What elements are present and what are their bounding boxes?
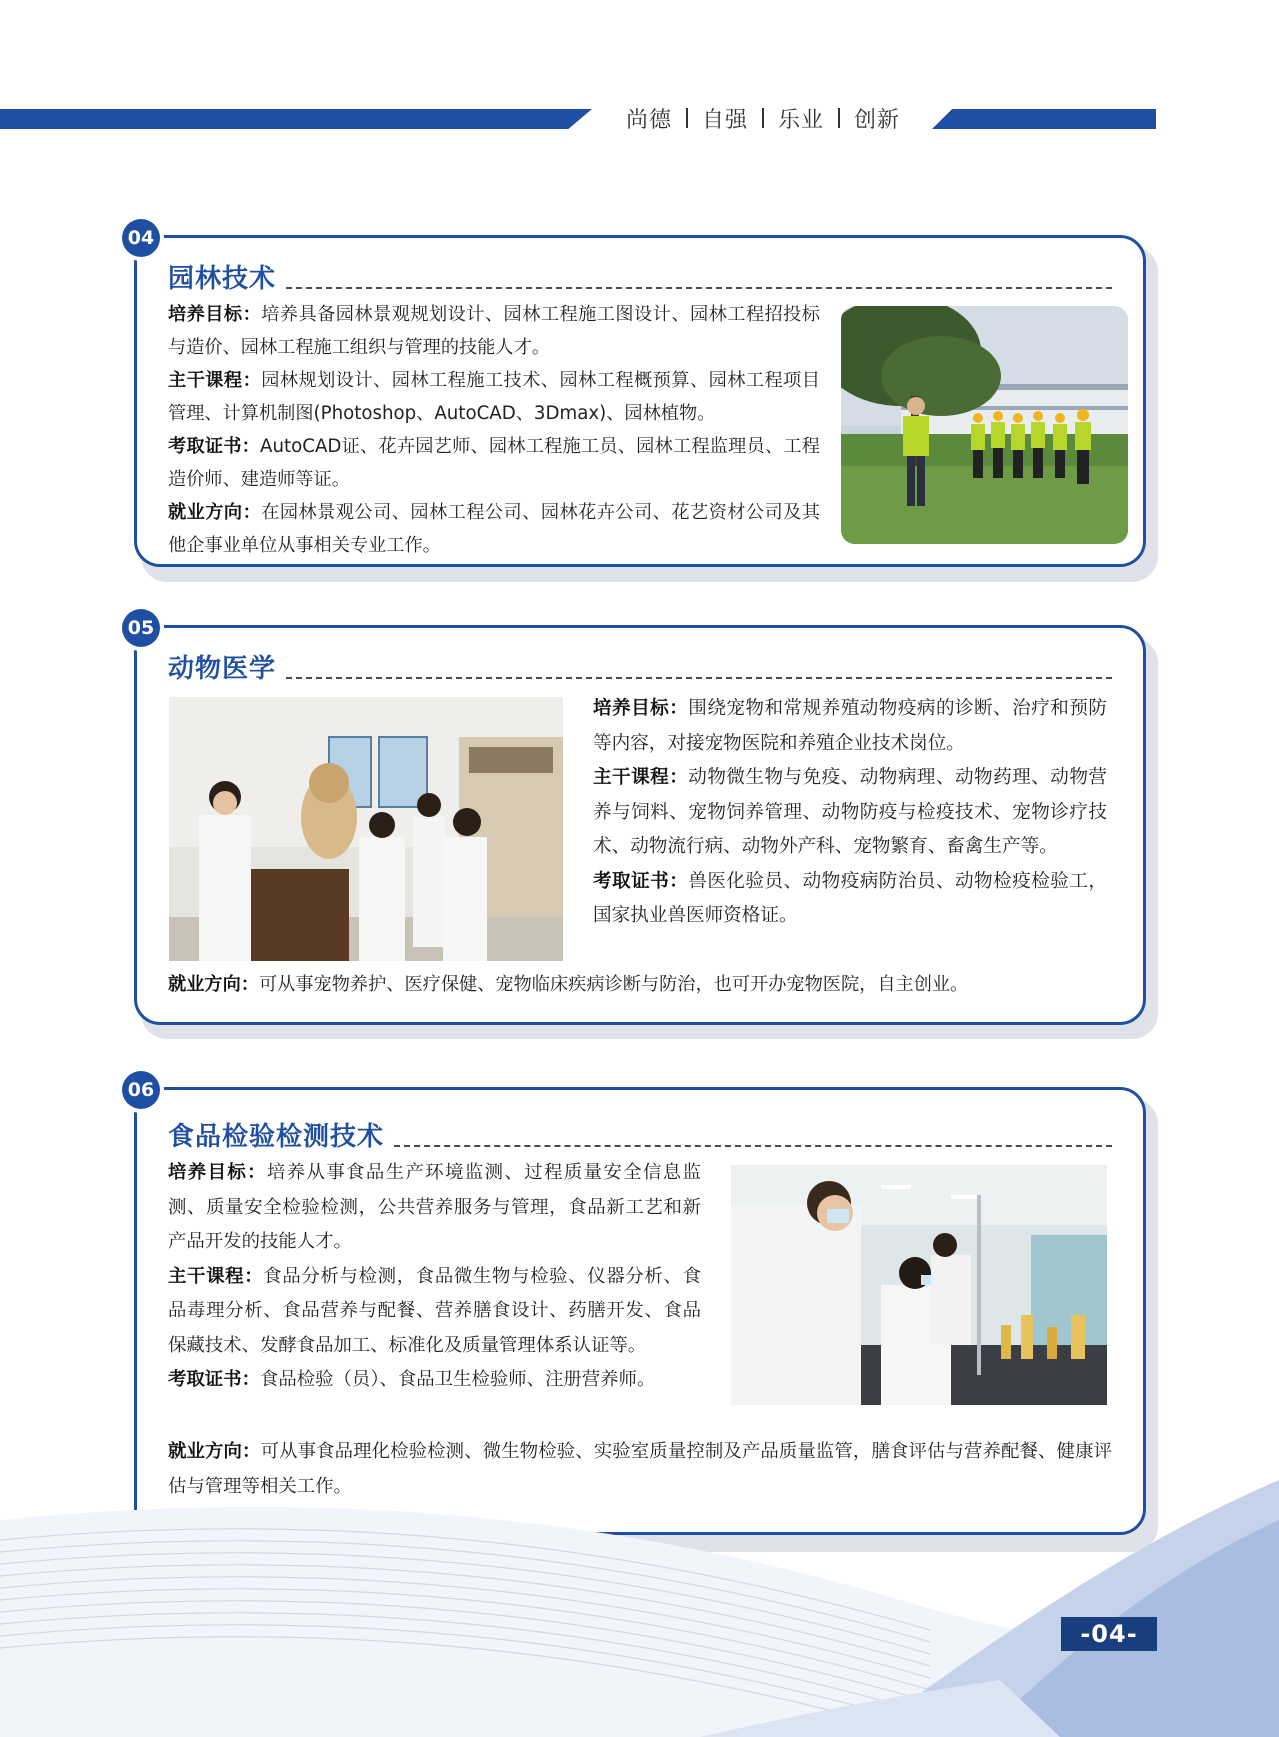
goal-paragraph: [593, 692, 1107, 761]
job-text: 可从事宠物养护、医疗保健、宠物临床疾病诊断与防治，也可开办宠物医院，自主创业。: [258, 974, 969, 995]
page-number: -04-: [1061, 1617, 1157, 1651]
course-paragraph: [593, 761, 1107, 865]
goal-paragraph: [168, 298, 820, 364]
course-paragraph: [168, 364, 820, 430]
section-body: [168, 298, 820, 562]
section-title: 食品检验检测技术: [168, 1122, 385, 1152]
veterinary-class-photo: [169, 697, 563, 961]
job-paragraph: [168, 496, 820, 562]
cert-label: 考取证书：: [168, 436, 261, 457]
motto-divider: [762, 108, 764, 128]
job-text: 在园林景观公司、园林工程公司、园林花卉公司、花艺资材公司及其他企事业单位从事相关专业工作。: [168, 502, 820, 556]
goal-text: 培养从事食品生产环境监测、过程质量安全信息监测、质量安全检验检测，公共营养服务与管理，食品新工艺和新产品开发的技能人才。: [168, 1162, 701, 1252]
section-title-row: [168, 258, 1112, 295]
section-title-row: [168, 1116, 1112, 1153]
cert-label: 考取证书：: [168, 1369, 260, 1390]
cert-label: 考取证书：: [593, 870, 689, 892]
motto-word: 尚德: [626, 107, 673, 133]
course-text: 动物微生物与免疫、动物病理、动物药理、动物营养与饲料、宠物饲养管理、动物防疫与检疫技术、宠物诊疗技术、动物流行病、动物外产科、宠物繁育、畜禽生产等。: [593, 767, 1107, 857]
job-label: 就业方向：: [168, 974, 259, 995]
course-text: 食品分析与检测，食品微生物与检验、仪器分析、食品毒理分析、食品营养与配餐、营养膳食设计、药膳开发、食品保藏技术、发酵食品加工、标准化及质量管理体系认证等。: [168, 1265, 701, 1356]
course-label: 主干课程：: [168, 1265, 264, 1287]
goal-paragraph: [168, 1156, 701, 1260]
section-number-badge: 04: [122, 219, 160, 257]
job-text: 可从事食品理化检验检测、微生物检验、实验室质量控制及产品质量监管，膳食评估与营养配餐、健康评估与管理等相关工作。: [168, 1441, 1112, 1497]
section-title-row: [168, 648, 1112, 685]
cert-paragraph: [593, 865, 1107, 934]
food-lab-photo: [731, 1165, 1107, 1405]
motto-divider: [686, 108, 688, 128]
title-dashed-rule: [286, 287, 1112, 289]
course-label: 主干课程：: [593, 767, 689, 788]
motto-divider: [838, 108, 840, 128]
title-dashed-rule: [394, 1145, 1112, 1147]
job-label: 就业方向：: [168, 502, 262, 523]
section-title: 动物医学: [168, 654, 277, 684]
cert-text: 兽医化验员、动物疫病防治员、动物检疫检验工，国家执业兽医师资格证。: [593, 870, 1107, 926]
goal-label: 培养目标：: [593, 698, 689, 719]
section-number-badge: 06: [122, 1071, 160, 1109]
cert-text: AutoCAD证、花卉园艺师、园林工程施工员、园林工程监理员、工程造价师、建造师等证。: [168, 436, 820, 490]
landscape-class-photo: [841, 306, 1128, 544]
goal-text: 围绕宠物和常规养殖动物疫病的诊断、治疗和预防等内容，对接宠物医院和养殖企业技术岗位。: [593, 698, 1107, 754]
cert-text: 食品检验（员）、食品卫生检验师、注册营养师。: [259, 1369, 656, 1390]
cert-paragraph: [168, 1363, 701, 1398]
section-number-badge: 05: [122, 609, 160, 647]
footer-wave-decoration: [0, 1480, 1279, 1737]
goal-label: 培养目标：: [168, 304, 262, 325]
title-dashed-rule: [286, 677, 1112, 679]
cert-paragraph: [168, 430, 820, 496]
header-bar-right: [932, 109, 1156, 129]
job-paragraph: [168, 968, 1112, 1001]
goal-text: 培养具备园林景观规划设计、园林工程施工图设计、园林工程招投标与造价、园林工程施工组织与管理的技能人才。: [168, 304, 820, 358]
header-motto: [626, 102, 900, 134]
header-bar-left: [0, 109, 592, 129]
job-label: 就业方向：: [168, 1441, 261, 1462]
motto-word: 乐业: [778, 107, 825, 133]
goal-label: 培养目标：: [168, 1162, 267, 1183]
course-label: 主干课程：: [168, 370, 262, 391]
course-paragraph: [168, 1260, 701, 1364]
motto-word: 自强: [702, 107, 749, 133]
section-body: [168, 1156, 701, 1398]
course-text: 园林规划设计、园林工程施工技术、园林工程概预算、园林工程项目管理、计算机制图(Photoshop、AutoCAD、3Dmax)、园林植物。: [168, 370, 820, 424]
motto-word: 创新: [854, 107, 901, 133]
section-body-bottom: [168, 968, 1112, 1001]
section-body-right: [593, 692, 1107, 934]
section-title: 园林技术: [168, 264, 277, 294]
